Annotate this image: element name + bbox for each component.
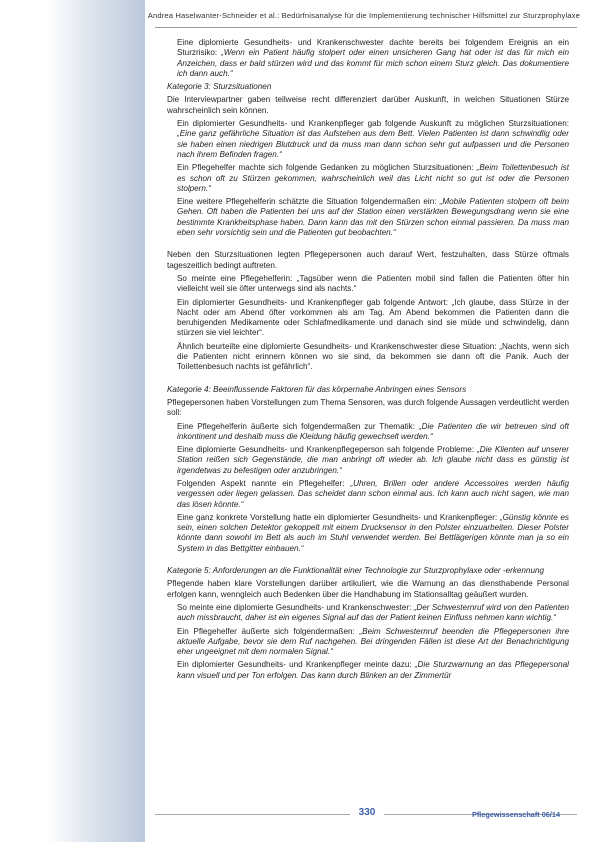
body-paragraph: Pflegende haben klare Vorstellungen darüber artikuliert, wie die Warnung an das diensthabende Personal erfolgen kann, wenngleich auch Bedenken über die Handhabung im Stationsalltag geäußert wurden. — [167, 579, 569, 599]
interview-quote — [177, 660, 569, 681]
quote-text: „Die Sturzwarnung an das Pflegepersonal kann visuell und per Ton erfolgen. Das kann durch Blinken an der Zimmertür — [177, 660, 569, 680]
interview-quote — [177, 119, 569, 160]
quote-text: „Wenn ein Patient häufig stolpert oder einen unsicheren Gang hat oder ist das für mich ein Anzeichen, dass er bald stürzen wird und das kommt für mich schon einem Sturz gleich. Das dokumentiere ich dann auch.“ — [177, 48, 569, 78]
section-gap — [167, 554, 569, 566]
interview-quote — [177, 479, 569, 510]
quote-lead: Folgenden Aspekt nannte ein Pflegehelfer: — [177, 478, 351, 488]
quote-text: „Beim Schwesternruf beenden die Pflegepersonen ihre aktuelle Aufgabe, bevor sie dem Ruf nachgehen. Bei dringenden Fällen ist diese Art der Benachrichtigung eher ungeeignet mit dem normalen Signal.“ — [177, 626, 569, 657]
quote-lead: Ein diplomierter Gesundheits- und Krankenpfleger gab folgende Auskunft zu möglichen Sturzsituationen: — [177, 119, 569, 129]
quote-text: „Der Schwesternruf wird von den Patienten auch missbraucht, daher ist ein eigenes Signal auf das der Patient keinen Einfluss nehmen kann wichtig.“ — [177, 602, 569, 623]
quote-text: „Beim Toilettenbesuch ist es schon oft zu Stürzen gekommen, wahrscheinlich weil das Licht nicht so gut ist oder die Personen stolpern.“ — [177, 163, 569, 193]
section-heading: Kategorie 4: Beeinflussende Faktoren für das körpernahe Anbringen eines Sensors — [167, 384, 467, 394]
quote-lead: Ein Pflegehelfer äußerte sich folgendermaßen: — [177, 626, 360, 636]
quote-lead: Ein diplomierter Gesundheits- und Krankenpfleger gab folgende Antwort: „Ich glaube, dass Stürze in der Nacht oder am Abend öfter vorkommen als am Tag. Am Abend bekommen die Patienten dann die beruhigenden Medikamente oder Schlafmedikamente und danach sind sie müde und schwindelig, dann stürzen sie viel leichter“. — [177, 297, 569, 338]
quote-lead: So meinte eine diplomierte Gesundheits- und Krankenschwester: — [177, 602, 414, 612]
quote-text: „Die Klienten auf unserer Station reißen sich Gegenstände, die man anbringt oft wieder ab. Ich glaube nicht dass es günstig ist irgendetwas zu befestigen oder anzubringen.“ — [177, 445, 569, 475]
interview-quote — [177, 298, 569, 339]
quote-lead: Eine diplomierte Gesundheits- und Krankenpflegeperson sah folgende Probleme: — [177, 445, 478, 455]
quote-text: „Günstig könnte es sein, einen solchen Detektor gekoppelt mit einem Drucksensor in den Polster einzuarbeiten. Dieser Polster könnte dann sowohl im Bett als auch im Stuhl verwendet werden. Bei Bettlägerigen könnte man ja so ein System in das Bettgitter einbauen.“ — [177, 512, 569, 553]
journal-name: Pflegewissenschaft 06/14 — [472, 810, 561, 819]
quote-text: „Eine ganz gefährliche Situation ist das Aufstehen aus dem Bett. Vielen Patienten ist dann schwindlig oder sie haben einen niedrigen Blutdruck und da muss man dann schon sehr gut aufpassen und die Personen nach ihrem Befinden fragen.“ — [177, 129, 569, 159]
interview-quote — [177, 445, 569, 476]
article-body — [167, 38, 569, 813]
left-margin-band — [0, 0, 145, 842]
quote-lead: Eine weitere Pflegehelferin schätzte die Situation folgendermaßen ein: — [177, 197, 440, 207]
interview-quote — [177, 422, 569, 443]
section-heading: Kategorie 3: Sturzsituationen — [167, 82, 272, 92]
quote-lead: Eine ganz konkrete Vorstellung hatte ein diplomierter Gesundheits- und Krankenpfleger: — [177, 512, 500, 522]
section-heading: Kategorie 5: Anforderungen an die Funktionalität einer Technologie zur Sturzprophylaxe oder -erkennung — [167, 566, 545, 576]
interview-quote — [177, 627, 569, 658]
interview-quote — [177, 274, 569, 295]
section-gap — [167, 373, 569, 385]
quote-lead: Eine diplomierte Gesundheits- und Krankenschwester dachte bereits bei folgendem Ereignis an ein Sturzrisiko: — [177, 38, 569, 58]
quote-text: „Mobile Patienten stolpern oft beim Gehen. Oft haben die Patienten bei uns auf der Station einen verstärkten Bewegungsdrang wenn sie eine bestimmte Krankheitsphase haben. Dann kann das mit den Stürzen schon einmal passieren. Da muss man eben sehr vorsichtig sein und die Patienten gut beobachten.“ — [177, 197, 569, 238]
interview-quote — [177, 197, 569, 238]
body-paragraph: Die Interviewpartner gaben teilweise recht differenziert darüber Auskunft, in welchen Situationen Stürze wahrscheinlich sein können. — [167, 95, 569, 115]
quote-text: „Uhren, Brillen oder andere Accessoires werden häufig vergessen oder liegen gelassen. Das scheidet dann schon einmal aus. Ich kann auch nicht sagen, wie man das lösen könnte.“ — [177, 478, 569, 509]
quote-lead: Ein diplomierter Gesundheits- und Krankenpfleger meinte dazu: — [177, 660, 415, 670]
quote-lead: Eine Pflegehelferin äußerte sich folgendermaßen zur Thematik: — [177, 421, 419, 431]
page-number: 330 — [350, 806, 384, 820]
quote-lead: Ein Pflegehelfer machte sich folgende Gedanken zu möglichen Sturzsituationen: — [177, 163, 477, 173]
body-paragraph: Neben den Sturzsituationen legten Pflegepersonen auch darauf Wert, festzuhalten, dass Stürze oftmals tageszeitlich bedingt auftreten. — [167, 250, 569, 270]
section-gap — [167, 238, 569, 250]
running-header: Andrea Haselwanter-Schneider et al.: Bedürfnisanalyse für die Implementierung technischer Hilfsmittel zur Sturzprophylaxe — [147, 11, 580, 20]
quote-text: „Die Patienten die wir betreuen sind oft inkontinent und deshalb muss die Kleidung häufig gewechselt werden.“ — [177, 421, 569, 441]
quote-lead: So meinte eine Pflegehelferin: „Tagsüber wenn die Patienten mobil sind fallen die Patienten öfter hin vielleicht weil sie öfter unterwegs sind als nachts.“ — [177, 273, 569, 294]
interview-quote — [177, 513, 569, 554]
interview-quote — [177, 163, 569, 194]
quote-lead: Ähnlich beurteilte eine diplomierte Gesundheits- und Krankenschwester diese Situation: „Nachts, wenn sich die Patienten nicht erinnern können wo sie sind, da bekommen sie dann oft die Panik. Auch der Toilettenbesuch nachts ist gefährlich“. — [177, 341, 569, 372]
body-paragraph: Pflegepersonen haben Vorstellungen zum Thema Sensoren, was durch folgende Aussagen verdeutlicht werden soll: — [167, 397, 569, 418]
right-margin — [577, 0, 595, 842]
interview-quote — [177, 603, 569, 624]
header-rule — [155, 27, 577, 28]
interview-quote — [177, 38, 569, 79]
interview-quote — [177, 342, 569, 373]
